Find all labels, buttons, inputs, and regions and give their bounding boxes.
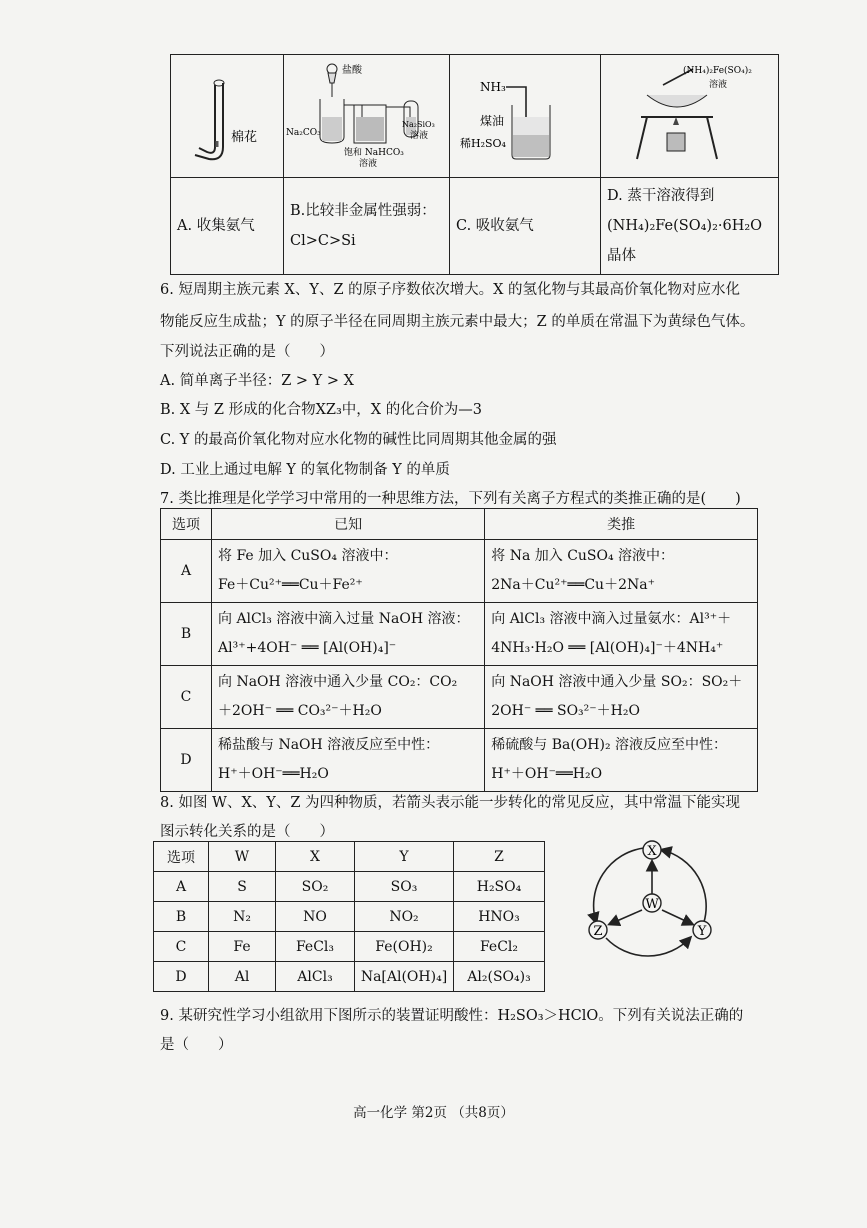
- table-row[interactable]: A 将 Fe 加入 CuSO₄ 溶液中： Fe＋Cu²⁺══Cu＋Fe²⁺ 将 Na 加入 CuSO₄ 溶液中： 2Na＋Cu²⁺══Cu＋2Na⁺: [161, 540, 758, 603]
- ammonia-absorption-apparatus: [450, 55, 600, 173]
- svg-text:煤油: 煤油: [480, 114, 505, 128]
- svg-text:溶液: 溶液: [410, 131, 429, 141]
- svg-text:Na₂CO₃: Na₂CO₃: [286, 128, 321, 138]
- q8-table: 选项 W X Y Z A S SO₂ SO₃ H₂SO₄ B N₂ NO NO₂ HNO₃ C Fe FeCl₃ Fe(OH)₂ FeCl₂ D Al AlCl₃ Na[Al(OH)₄] Al₂(SO₄)₃: [153, 841, 545, 992]
- table-row[interactable]: B N₂ NO NO₂ HNO₃: [154, 902, 545, 932]
- q9-stem-line2: 是（ ）: [160, 1037, 233, 1053]
- svg-text:盐酸: 盐酸: [342, 65, 362, 76]
- svg-text:Na₂SiO₃: Na₂SiO₃: [402, 120, 435, 129]
- q5-option-c[interactable]: C. 吸收氨气: [450, 178, 601, 275]
- q5-options-table: [170, 54, 779, 275]
- q5-option-a[interactable]: A. 收集氨气: [171, 178, 284, 275]
- q8-stem-line1: 8. 如图 W、X、Y、Z 为四种物质，若箭头表示能一步转化的常见反应，其中常温下能实现: [160, 795, 741, 811]
- svg-text:饱和 NaHCO₃: 饱和 NaHCO₃: [344, 148, 404, 158]
- node-z: Z: [593, 924, 603, 939]
- table-row[interactable]: B 向 AlCl₃ 溶液中滴入过量 NaOH 溶液： Al³⁺+4OH⁻ ══ [Al(OH)₄]⁻ 向 AlCl₃ 溶液中滴入过量氨水：Al³⁺＋ 4NH₃·H₂O ══ [Al(OH)₄]⁻＋4NH₄⁺: [161, 603, 758, 666]
- arc-y-to-x: [662, 850, 706, 922]
- q6-option-b[interactable]: B. X 与 Z 形成的化合物XZ₃中，X 的化合价为—3: [160, 402, 482, 418]
- q5-option-b[interactable]: B.比较非金属性强弱：Cl>C>Si: [284, 178, 450, 275]
- table-row[interactable]: D Al AlCl₃ Na[Al(OH)₄] Al₂(SO₄)₃: [154, 962, 545, 992]
- q5-image-d: [601, 55, 779, 178]
- q6-option-d[interactable]: D. 工业上通过电解 Y 的氧化物制备 Y 的单质: [160, 462, 450, 478]
- q6-stem-line2: 物能反应生成盐；Y 的原子半径在同周期主族元素中最大；Z 的单质在常温下为黄绿色气体。: [160, 314, 755, 330]
- arc-x-to-z: [594, 848, 644, 922]
- q8-stem-line2: 图示转化关系的是（ ）: [160, 824, 334, 840]
- q7-stem: 7. 类比推理是化学学习中常用的一种思维方法，下列有关离子方程式的类推正确的是( ): [160, 491, 741, 507]
- q5-image-a: [171, 55, 284, 178]
- svg-text:(NH₄)₂Fe(SO₄)₂: (NH₄)₂Fe(SO₄)₂: [683, 66, 752, 76]
- q5-option-d[interactable]: D. 蒸干溶液得到 (NH₄)₂Fe(SO₄)₂·6H₂O 晶体: [601, 178, 779, 275]
- node-y: Y: [697, 924, 707, 939]
- q5-image-b: [284, 55, 450, 178]
- q7-header-inference: 类推: [485, 509, 758, 540]
- table-row[interactable]: C Fe FeCl₃ Fe(OH)₂ FeCl₂: [154, 932, 545, 962]
- arc-z-to-y: [606, 938, 690, 956]
- svg-text:溶液: 溶液: [359, 159, 378, 169]
- q9-stem-line1: 9. 某研究性学习小组欲用下图所示的装置证明酸性：H₂SO₃＞HClO。下列有关说法正确的: [160, 1008, 744, 1024]
- conversion-diagram: [582, 836, 722, 968]
- acidity-comparison-apparatus: [284, 55, 449, 173]
- q5-image-c: [450, 55, 601, 178]
- node-w: W: [645, 897, 659, 912]
- q7-header-known: 已知: [212, 509, 485, 540]
- q6-stem-line1: 6. 短周期主族元素 X、Y、Z 的原子序数依次增大。X 的氢化物与其最高价氧化物对应水化: [160, 282, 741, 298]
- svg-text:稀H₂SO₄: 稀H₂SO₄: [460, 137, 506, 150]
- q6-option-a[interactable]: A. 简单离子半径：Z > Y > X: [160, 373, 354, 389]
- q7-header-option: 选项: [161, 509, 212, 540]
- table-row[interactable]: C 向 NaOH 溶液中通入少量 CO₂：CO₂ ＋2OH⁻ ══ CO₃²⁻＋H₂O 向 NaOH 溶液中通入少量 SO₂：SO₂＋ 2OH⁻ ══ SO₃²⁻＋H₂O: [161, 666, 758, 729]
- q7-table: [160, 508, 758, 792]
- node-x: X: [647, 844, 657, 859]
- q6-option-c[interactable]: C. Y 的最高价氧化物对应水化物的碱性比同周期其他金属的强: [160, 432, 557, 448]
- svg-text:溶液: 溶液: [709, 80, 728, 90]
- cotton-label: 棉花: [231, 130, 258, 145]
- evaporation-apparatus: [601, 55, 778, 173]
- svg-text:NH₃: NH₃: [480, 80, 506, 94]
- table-row[interactable]: D 稀盐酸与 NaOH 溶液反应至中性： H⁺＋OH⁻══H₂O 稀硫酸与 Ba(OH)₂ 溶液反应至中性： H⁺＋OH⁻══H₂O: [161, 729, 758, 792]
- q6-stem-line3: 下列说法正确的是（ ）: [160, 344, 334, 360]
- page-footer: 高一化学 第2页 （共8页）: [353, 1105, 514, 1121]
- tube-collection-apparatus: [171, 55, 283, 173]
- table-row[interactable]: A S SO₂ SO₃ H₂SO₄: [154, 872, 545, 902]
